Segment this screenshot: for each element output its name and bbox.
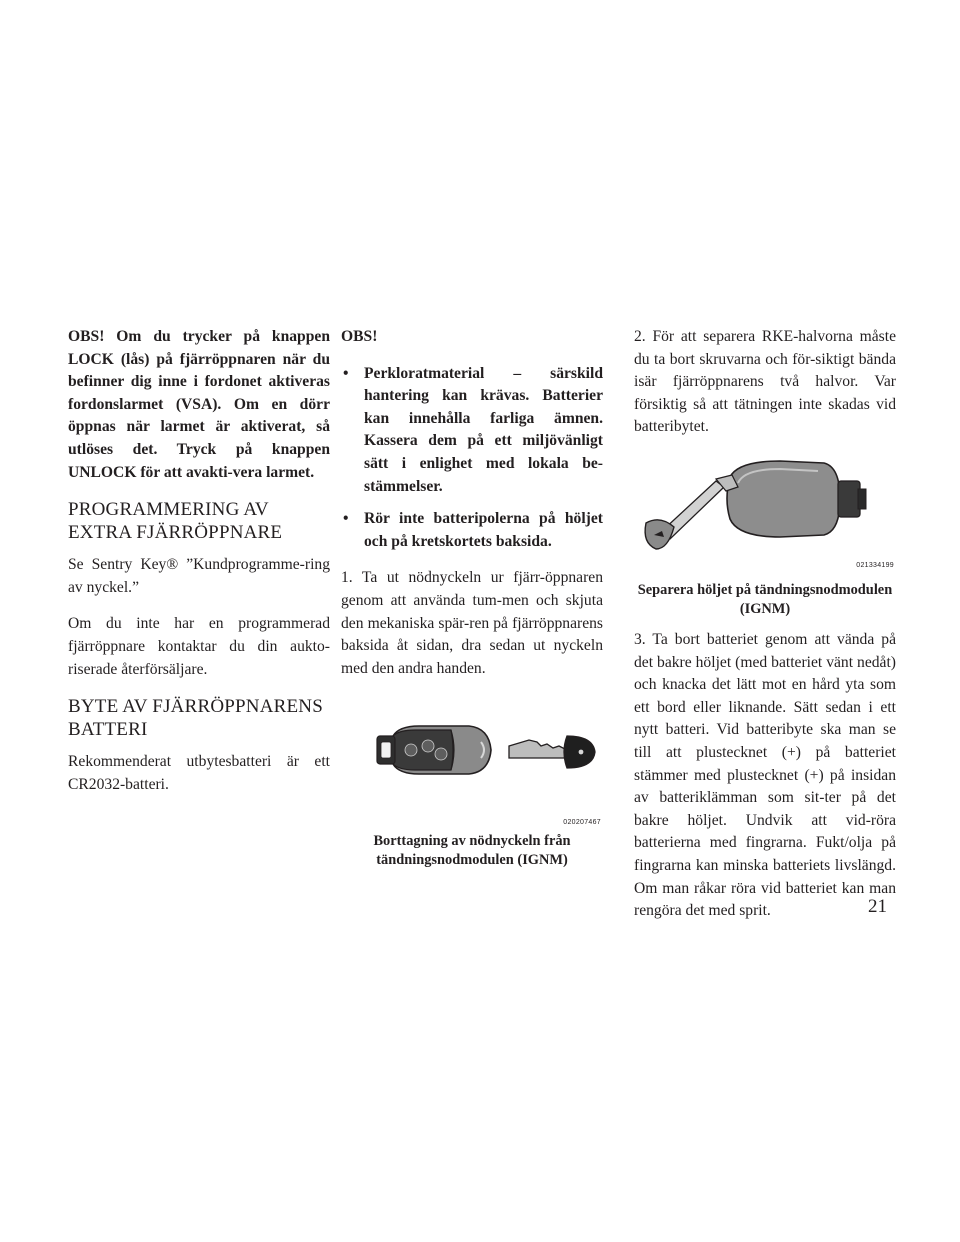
bullet-perchlorate: • Perkloratmaterial – särskild hantering kan krävas. Batterier kan innehålla farliga ämnen. Kassera dem på ett miljövänligt sätt i enlighet med lokala be-stämmelser. [341, 363, 603, 499]
step-2: 2. För att separera RKE-halvorna måste du ta bort skruvarna och för-siktigt bända isär fjärröppnarens två halvor. Var försiktig så att tätningen inte skadas vid batteribytet. [634, 328, 896, 436]
heading-battery-change: BYTE AV FJÄRRÖPPNARENS BATTERI [68, 696, 323, 741]
warning-list [341, 363, 603, 554]
column-left [68, 326, 330, 810]
page-number: 21 [868, 896, 887, 917]
paragraph-dealer: Om du inte har en programmerad fjärröppnare kontaktar du din aukto-riserade återförsäljare. [68, 615, 330, 678]
figure-caption-housing-separation: Separera höljet på tändningsnodmodulen (IGNM) [637, 581, 893, 617]
key-fob-illustration [341, 706, 603, 818]
column-right [634, 326, 896, 937]
figure-caption-key-removal: Borttagning av nödnyckeln från tändningsnodmodulen (IGNM) [373, 833, 571, 869]
warning-note: OBS! Om du trycker på knappen LOCK (lås) på fjärröppnaren när du befinner dig inne i fordonet aktiveras fordonslarmet (VSA). Om en dörr öppnas när larmet är aktiverat, så utlöses det. Tryck på knappen UNLOCK för att avakti-vera larmet. [68, 328, 330, 481]
figure-key-removal [341, 706, 603, 826]
figure-code: 020207467 [563, 819, 601, 827]
step-1: 1. Ta ut nödnyckeln ur fjärr-öppnaren genom att använda tum-men och skjuta den mekaniska spär-ren på fjärröppnarens baksida åt sidan, dra sedan ut nyckeln med den andra handen. [341, 569, 603, 677]
bullet-battery-poles: • Rör inte batteripolerna på höljet och på kretskortets baksida. [341, 508, 603, 553]
figure-housing-separation [634, 457, 896, 575]
paragraph-sentry-key: Se Sentry Key® ”Kundprogramme-ring av nyckel.” [68, 556, 330, 596]
step-3: 3. Ta bort batteriet genom att vända på det bakre höljet (med batteriet vänt nedåt) och knacka det lätt mot en hård yta som ett bord eller liknande. Sätt sedan i ett nytt batteri. Vid batteribyte ska man se till att plustecknet (+) på batteriet stämmer med plustecknet (+) på insidan av batteriklämman som sit-ter på det bakre höljet. Undvik att vid-röra batterierna med fingrarna. Fukt/olja på fingrarna kan minska batteriets livslängd. Om man råkar röra vid batteriet kan man rengöra det med sprit. [634, 630, 896, 920]
paragraph-battery-type: Rekommenderat utbytesbatteri är ett CR2032-batteri. [68, 753, 330, 793]
heading-programming: PROGRAMMERING AV EXTRA FJÄRRÖPPNARE [68, 499, 283, 544]
housing-separation-illustration [634, 457, 896, 567]
figure-code: 021334199 [856, 561, 894, 569]
column-middle [341, 326, 603, 880]
note-label: OBS! [341, 328, 378, 345]
